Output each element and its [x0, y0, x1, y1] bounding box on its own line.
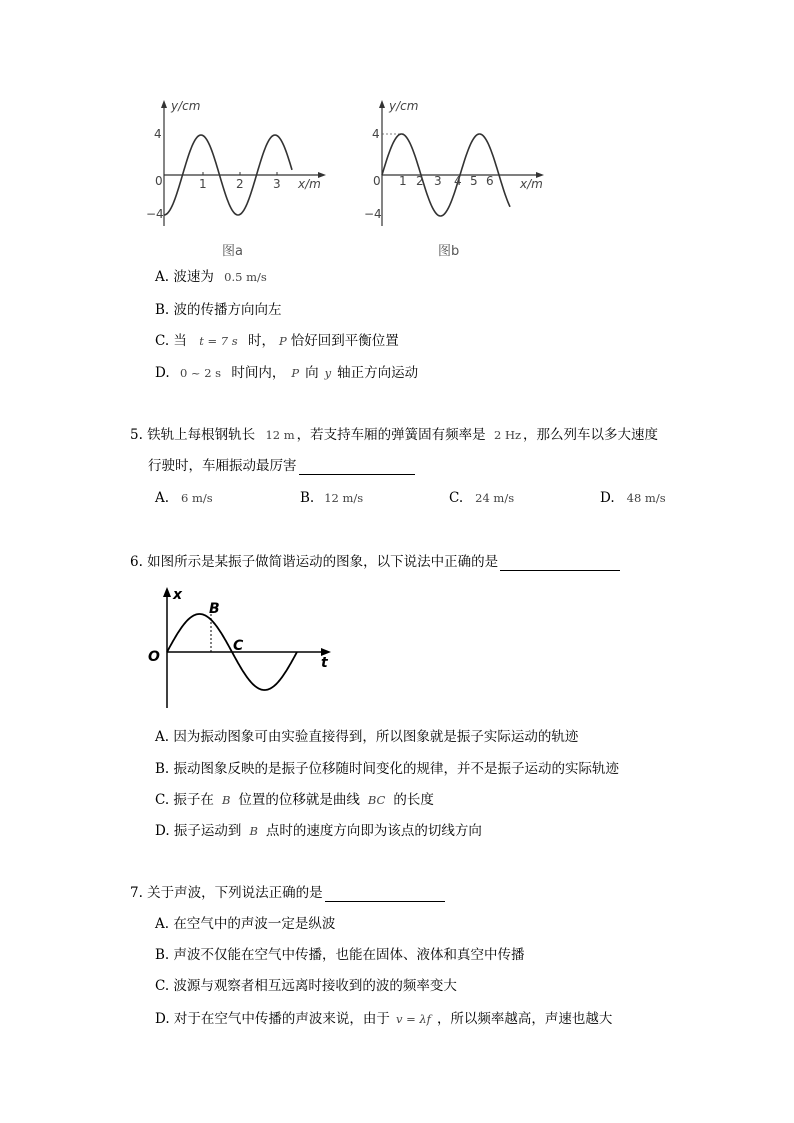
- q5-option-b: B. 12 m/s: [300, 490, 364, 506]
- q6-option-a: A. 因为振动图象可由实验直接得到，所以图象就是振子实际运动的轨迹: [155, 729, 579, 745]
- q6-option-c: C. 振子在 B 位置的位移就是曲线 BC 的长度: [155, 792, 434, 808]
- y-tick-minus4: −4: [146, 207, 164, 221]
- figure-a-graph: [140, 96, 340, 236]
- q5-stem-line2: [148, 457, 415, 475]
- q5-text-c: ，那么列车以多大速度: [523, 427, 659, 443]
- q4-c-suffix: 恰好回到平衡位置: [290, 333, 399, 349]
- q5-math-frequency: 2 Hz: [493, 428, 522, 442]
- figure-b-graph: [358, 96, 558, 236]
- x-tick-3: 3: [434, 174, 442, 188]
- q6-stem-text: 6. 如图所示是某振子做简谐运动的图象，以下说法中正确的是: [130, 554, 499, 570]
- q5-option-a: A. 6 m/s: [155, 490, 213, 506]
- q6-vibration-graph: [143, 583, 343, 713]
- q5-math-length: 12 m: [265, 428, 295, 442]
- y-axis-label: y/cm: [389, 99, 419, 113]
- q4-a-text: A. 波速为: [155, 269, 214, 285]
- q7-option-a: A. 在空气中的声波一定是纵波: [155, 916, 336, 932]
- q4-b-text: B. 波的传播方向向左: [155, 302, 282, 318]
- point-c-label: C: [233, 638, 244, 654]
- answer-blank[interactable]: [299, 460, 415, 475]
- x-axis-variable: x: [173, 587, 183, 603]
- q4-option-a: [155, 268, 267, 286]
- x-tick-2: 2: [236, 177, 244, 191]
- q7-option-d: D. 对于在空气中传播的声波来说，由于 v = λf ，所以频率越高，声速也越大: [155, 1011, 613, 1027]
- q5-text-line2: 行驶时，车厢振动最厉害: [148, 458, 297, 474]
- q5-option-d: D. 48 m/s: [600, 490, 666, 506]
- q4-option-b: [155, 301, 282, 319]
- q4-d-math: 0 ~ 2 s: [179, 366, 222, 380]
- q4-c-prefix: C. 当: [155, 333, 187, 349]
- point-b-label: B: [209, 601, 220, 617]
- q4-d-prefix: D.: [155, 365, 170, 381]
- origin-label: 0: [155, 174, 163, 188]
- q4-c-math: t = 7 s: [199, 334, 238, 348]
- q5-text-b: ，若支持车厢的弹簧固有频率是: [296, 427, 486, 443]
- q4-d-suffix: 轴正方向运动: [337, 365, 419, 381]
- x-tick-2: 2: [416, 174, 424, 188]
- x-axis-label: x/m: [520, 177, 543, 191]
- y-tick-4: 4: [372, 127, 380, 141]
- q4-option-c: [155, 332, 399, 350]
- x-tick-4: 4: [454, 174, 462, 188]
- x-tick-6: 6: [486, 174, 494, 188]
- origin-o: O: [148, 649, 160, 665]
- q7-stem-text: 7. 关于声波，下列说法正确的是: [130, 885, 323, 901]
- figure-a-caption: 图a: [222, 244, 243, 259]
- y-axis-label: y/cm: [171, 99, 201, 113]
- x-tick-1: 1: [399, 174, 407, 188]
- q4-d-var2: y: [324, 366, 332, 380]
- y-tick-minus4: −4: [364, 207, 382, 221]
- q7-option-c: C. 波源与观察者相互远离时接收到的波的频率变大: [155, 978, 457, 994]
- q7-option-b: B. 声波不仅能在空气中传播，也能在固体、液体和真空中传播: [155, 947, 525, 963]
- q5-stem-line1: [130, 426, 658, 444]
- figure-b-caption: 图b: [438, 244, 460, 259]
- q4-d-mid2: 向: [305, 365, 319, 381]
- x-axis-label: x/m: [298, 177, 321, 191]
- q4-d-mid: 时间内，: [231, 365, 286, 381]
- q4-c-mid: 时，: [247, 333, 275, 349]
- q6-option-b: B. 振动图象反映的是振子位移随时间变化的规律，并不是振子运动的实际轨迹: [155, 761, 620, 777]
- answer-blank[interactable]: [500, 556, 620, 571]
- x-tick-3: 3: [273, 177, 281, 191]
- q6-option-d: D. 振子运动到 B 点时的速度方向即为该点的切线方向: [155, 823, 482, 839]
- y-tick-4: 4: [154, 127, 162, 141]
- q5-text-a: 5. 铁轨上每根钢轨长: [130, 427, 256, 443]
- q5-option-c: C. 24 m/s: [449, 490, 515, 506]
- q4-option-d: [155, 364, 418, 382]
- q6-stem: [130, 553, 620, 571]
- q4-a-math: 0.5 m/s: [224, 270, 267, 284]
- q7-stem: [130, 884, 445, 902]
- t-axis-variable: t: [321, 655, 328, 671]
- origin-label: 0: [373, 174, 381, 188]
- x-tick-1: 1: [199, 177, 207, 191]
- q4-c-var: P: [278, 334, 287, 348]
- x-tick-5: 5: [470, 174, 478, 188]
- answer-blank[interactable]: [325, 887, 445, 902]
- q4-d-var: P: [291, 366, 300, 380]
